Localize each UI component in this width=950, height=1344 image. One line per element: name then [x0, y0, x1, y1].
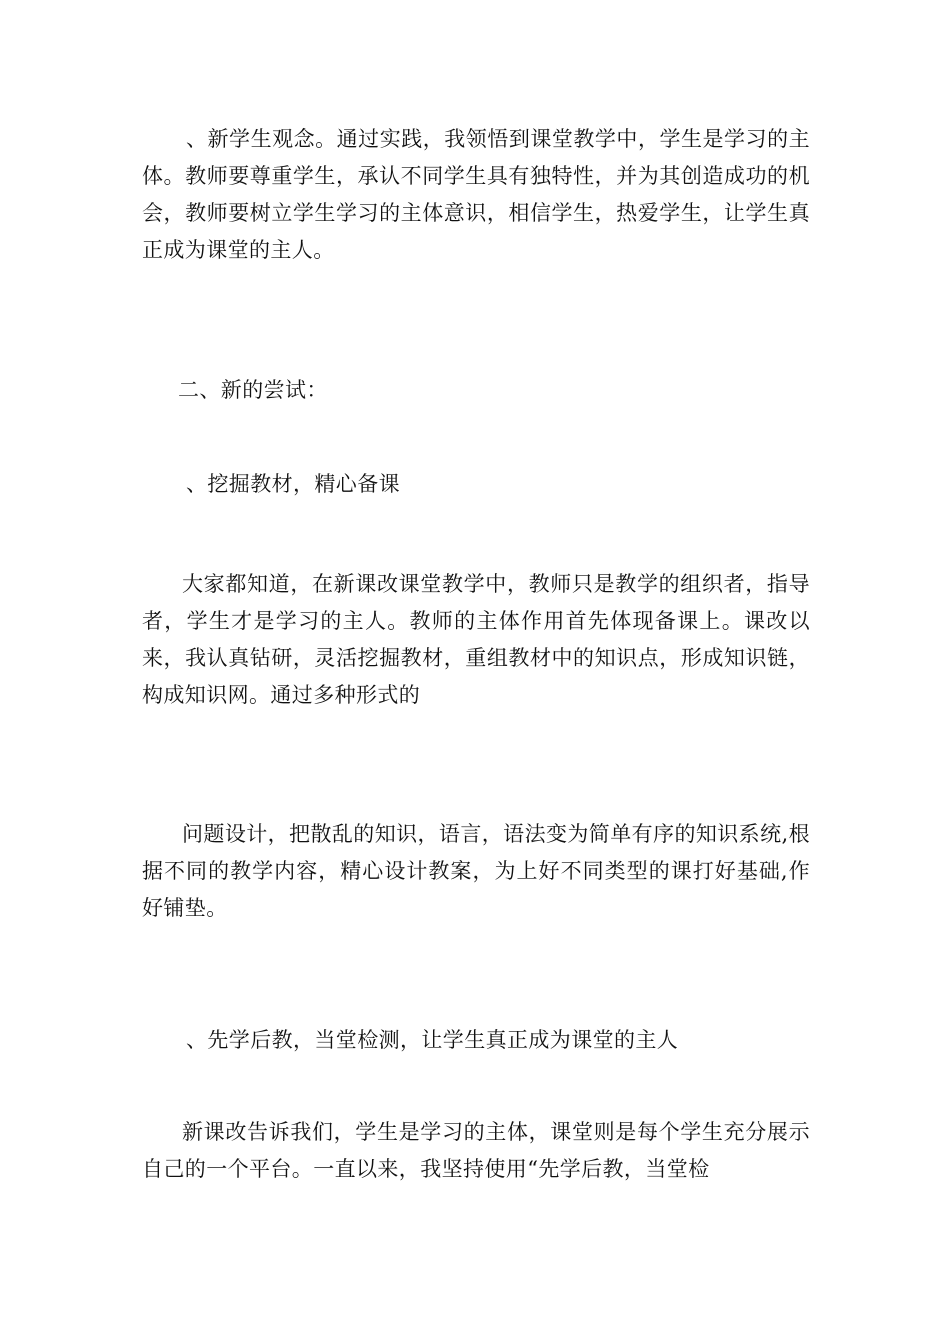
subsection-heading-textbook: 、挖掘教材，精心备课 [186, 472, 400, 496]
paragraph-student-concept: 、新学生观念。通过实践，我领悟到课堂教学中，学生是学习的主体。教师要尊重学生，承认不同学生具有独特性，并为其创造成功的机会，教师要树立学生学习的主体意识，相信学生，热爱学生，让学生真正成为课堂的主人。 [142, 127, 810, 262]
paragraph-student-subject: 新课改告诉我们，学生是学习的主体，课堂则是每个学生充分展示自己的一个平台。一直以来，我坚持使用“先学后教，当堂检 [142, 1120, 810, 1181]
paragraph-question-design: 问题设计，把散乱的知识，语言，语法变为简单有序的知识系统,根据不同的教学内容，精心设计教案，为上好不同类型的课打好基础,作好铺垫。 [142, 822, 810, 920]
paragraph-lesson-preparation: 大家都知道，在新课改课堂教学中，教师只是教学的组织者，指导者，学生才是学习的主人。教师的主体作用首先体现备课上。课改以来，我认真钻研，灵活挖掘教材，重组教材中的知识点，形成知识链，构成知识网。通过多种形式的 [142, 572, 810, 707]
subsection-heading-learn-first: 、先学后教，当堂检测，让学生真正成为课堂的主人 [186, 1028, 679, 1052]
section-heading-new-attempts: 二、新的尝试： [178, 378, 328, 402]
